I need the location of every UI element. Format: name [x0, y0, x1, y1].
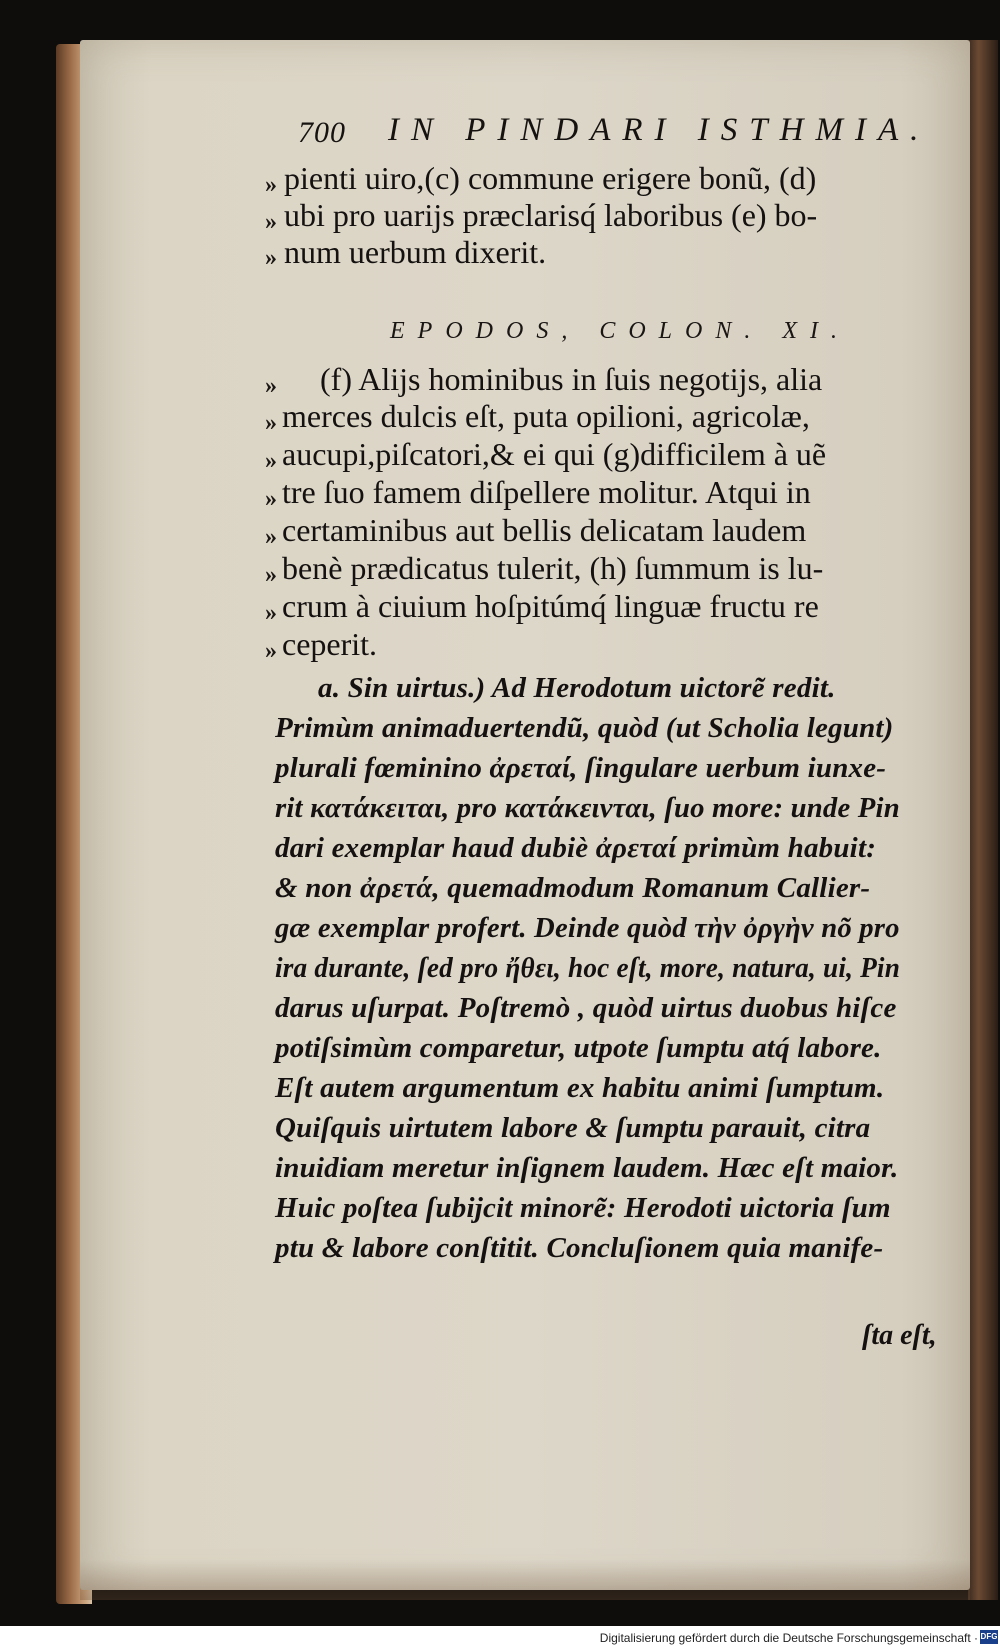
- page-header: [298, 112, 931, 162]
- text-line: num uerbum dixerit.: [284, 234, 547, 270]
- commentary-line: plurali fœminino ἀρεταί, ſingulare uerbum iunxe-: [275, 752, 887, 784]
- text-line: benè prædicatus tulerit, (h) ſummum is lu-: [282, 550, 824, 586]
- commentary-line: Eſt autem argumentum ex habitu animi ſumptum.: [275, 1072, 885, 1104]
- commentary-line: ira durante, ſed pro ἤθει, hoc eſt, more, natura, ui, Pin: [275, 952, 901, 984]
- text-line: pienti uiro,(c) commune erigere bonũ, (d): [284, 160, 817, 196]
- quote-mark: »: [265, 562, 277, 588]
- commentary-line: dari exemplar haud dubiè ἀρεταί primùm habuit:: [275, 832, 877, 864]
- commentary-line: Primùm animaduertendũ, quòd (ut Scholia legunt): [275, 712, 894, 744]
- quote-mark: »: [265, 486, 277, 512]
- quote-mark: »: [265, 524, 277, 550]
- book-binding-right: [968, 40, 998, 1600]
- text-line: crum à ciuium hoſpitúmq́ linguæ fructu re: [282, 588, 819, 624]
- text-line: ubi pro uarijs præclarisq́ laboribus (e) bo-: [284, 197, 818, 233]
- commentary-line: darus uſurpat. Poſtremò , quòd uirtus duobus hiſce: [275, 992, 897, 1024]
- section-title: EPODOS, COLON. XI.: [390, 318, 850, 344]
- commentary-line: a. Sin uirtus.) Ad Herodotum uictorẽ redit.: [318, 672, 836, 704]
- text-line: tre ſuo famem diſpellere molitur. Atqui in: [282, 474, 811, 510]
- text-line: ceperit.: [282, 626, 378, 662]
- quote-mark: »: [265, 373, 277, 399]
- digitization-footer: [0, 1626, 1000, 1650]
- commentary-line: Huic poſtea ſubijcit minorẽ: Herodoti uictoria ſum: [275, 1192, 891, 1224]
- text-line: (f) Alijs hominibus in ſuis negotijs, alia: [320, 361, 823, 397]
- commentary-line: & non ἀρετά, quemadmodum Romanum Callier-: [275, 872, 871, 904]
- dfg-logo-icon: DFG: [980, 1630, 998, 1644]
- footer-credit: Digitalisierung gefördert durch die Deutsche Forschungsgemeinschaft ·: [599, 1631, 978, 1645]
- quote-mark: »: [265, 172, 277, 198]
- quote-mark: »: [265, 245, 277, 271]
- quote-mark: »: [265, 209, 277, 235]
- quote-mark: »: [265, 410, 277, 436]
- commentary-line: inuidiam meretur inſignem laudem. Hæc eſt maior.: [275, 1152, 899, 1184]
- commentary-line: ptu & labore conſtitit. Concluſionem quia manife-: [275, 1232, 884, 1264]
- page-number: 700: [298, 116, 346, 149]
- commentary-line: Quiſquis uirtutem labore & ſumptu parauit, citra: [275, 1112, 871, 1144]
- quote-mark: »: [265, 448, 277, 474]
- commentary-line: gæ exemplar profert. Deinde quòd τὴν ὀργὴν nõ pro: [275, 912, 900, 944]
- page-bottom-shadow: [80, 1560, 970, 1600]
- commentary-line: rit κατάκειται, pro κατάκεινται, ſuo more: unde Pin: [275, 792, 900, 824]
- quote-mark: »: [265, 638, 277, 664]
- text-line: certaminibus aut bellis delicatam laudem: [282, 512, 807, 548]
- running-title: IN PINDARI ISTHMIA.: [388, 112, 931, 148]
- text-line: merces dulcis eſt, puta opilioni, agricolæ,: [282, 398, 810, 434]
- text-line: aucupi,piſcatori,& ei qui (g)difficilem à uẽ: [282, 436, 827, 472]
- commentary-line: potiſsimùm comparetur, utpote ſumptu atq́ labore.: [275, 1032, 882, 1064]
- quote-mark: »: [265, 600, 277, 626]
- catchword: ſta eſt,: [862, 1320, 937, 1351]
